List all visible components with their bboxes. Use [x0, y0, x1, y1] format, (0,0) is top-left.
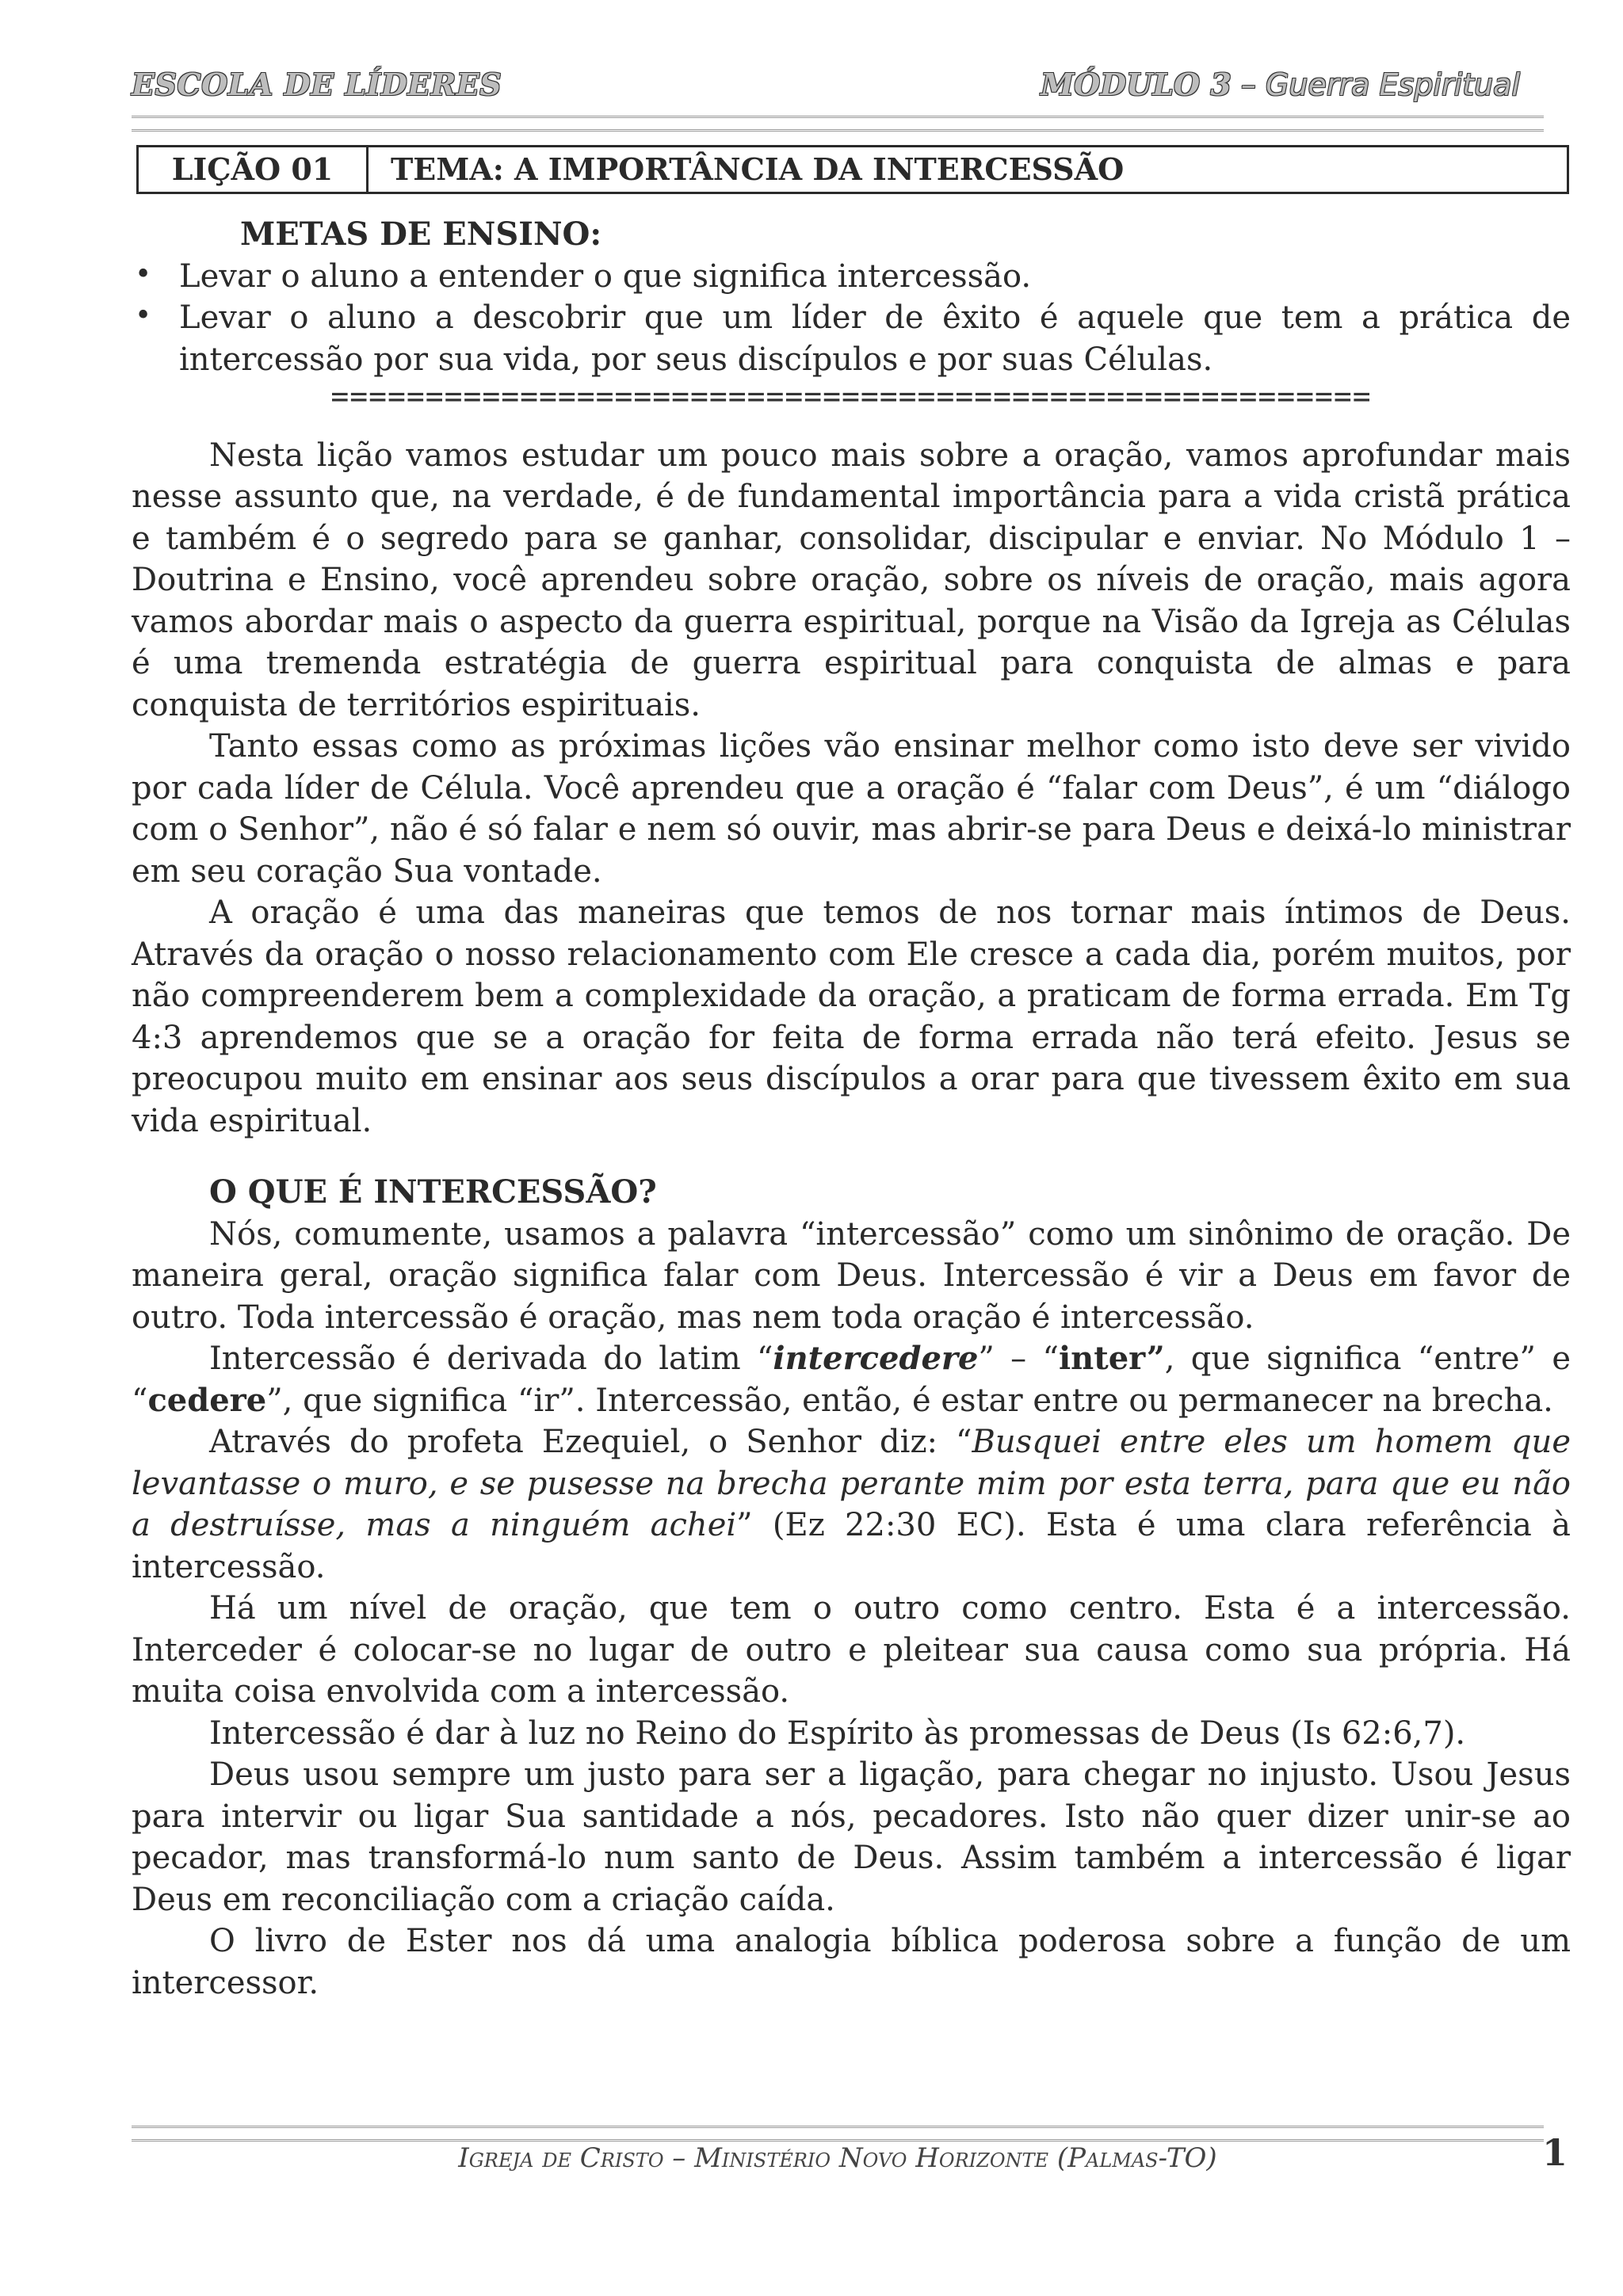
footer-church-name: Igreja de Cristo – Ministério Novo Horizonte (Palmas-TO)	[458, 2142, 1217, 2174]
goals-list	[132, 256, 1571, 381]
text-run: ”, que significa “ir”. Intercessão, então, é estar entre ou permanecer na brecha.	[266, 1382, 1553, 1419]
page-header	[132, 67, 1544, 114]
goal-item: • Levar o aluno a descobrir que um líder de êxito é aquele que tem a prática de intercessão por sua vida, por seus discípulos e por suas Células.	[179, 297, 1571, 380]
bible-quote: Busquei entre eles um homem que levantasse o muro, e se pusesse na brecha perante mim por esta terra, para que eu não a destruísse, mas a ninguém achei	[132, 1424, 1571, 1543]
text-run: Intercessão é derivada do latim “	[209, 1341, 773, 1377]
goal-item: • Levar o aluno a entender o que significa intercessão.	[179, 256, 1571, 298]
intro-paragraph: Nesta lição vamos estudar um pouco mais sobre a oração, vamos aprofundar mais nesse assunto que, na verdade, é de fundamental importância para a vida cristã prática e também é o segredo para se ganhar, consolidar, discipular e enviar. No Módulo 1 – Doutrina e Ensino, você aprendeu sobre oração, sobre os níveis de oração, mais agora vamos abordar mais o aspecto da guerra espiritual, porque na Visão da Igreja as Células é uma tremenda estratégia de guerra espiritual para conquista de almas e para conquista de territórios espirituais.	[132, 437, 1571, 723]
text-run: , que significa “entre” e “	[132, 1341, 1571, 1419]
header-divider	[132, 116, 1544, 132]
section-paragraph-quote	[132, 1421, 1571, 1588]
section-paragraph: Intercessão é dar à luz no Reino do Espírito às promessas de Deus (Is 62:6,7).	[209, 1714, 1466, 1752]
text-run: ” (Ez 22:30 EC). Esta é uma clara referência à intercessão.	[132, 1507, 1571, 1585]
latin-term: intercedere	[773, 1340, 979, 1377]
section-paragraph: Nós, comumente, usamos a palavra “intercessão” como um sinônimo de oração. De maneira geral, oração significa falar com Deus. Intercessão é vir a Deus em favor de outro. Toda intercessão é oração, mas nem toda oração é intercessão.	[132, 1215, 1571, 1336]
lesson-theme: TEMA: A IMPORTÂNCIA DA INTERCESSÃO	[391, 151, 1125, 187]
section-paragraph: O livro de Ester nos dá uma analogia bíblica poderosa sobre a função de um intercessor.	[132, 1923, 1571, 2001]
header-dash: –	[1231, 67, 1266, 102]
section-title: O QUE É INTERCESSÃO?	[209, 1173, 657, 1211]
goals-separator: =======================================================	[330, 379, 1372, 414]
header-school-title: ESCOLA DE LÍDERES	[132, 67, 502, 102]
section-paragraph: Deus usou sempre um justo para ser a ligação, para chegar no injusto. Usou Jesus para intervir ou ligar Sua santidade a nós, pecadores. Isto não quer dizer unir-se ao pecador, mas transformá-lo num santo de Deus. Assim também a intercessão é ligar Deus em reconciliação com a criação caída.	[132, 1756, 1571, 1918]
header-module-subject: Guerra Espiritual	[1265, 67, 1520, 102]
lesson-box	[136, 145, 1569, 194]
header-module-number: MÓDULO 3	[1041, 67, 1232, 102]
intro-paragraph: Tanto essas como as próximas lições vão ensinar melhor como isto deve ser vivido por cada líder de Célula. Você aprendeu que a oração é “falar com Deus”, é um “diálogo com o Senhor”, não é só falar e nem só ouvir, mas abrir-se para Deus e deixá-lo ministrar em seu coração Sua vontade.	[132, 728, 1571, 890]
latin-term: inter”	[1058, 1340, 1165, 1377]
header-module	[1041, 67, 1520, 102]
section-paragraph: Há um nível de oração, que tem o outro como centro. Esta é a intercessão. Interceder é colocar-se no lugar de outro e pleitear sua causa como sua própria. Há muita coisa envolvida com a intercessão.	[132, 1590, 1571, 1710]
text-run: ” – “	[978, 1341, 1059, 1377]
main-content	[132, 214, 1571, 2004]
latin-term: cedere	[147, 1381, 267, 1419]
footer-divider	[132, 2126, 1544, 2142]
goals-title: METAS DE ENSINO:	[240, 215, 602, 253]
section-paragraph-etymology	[132, 1338, 1571, 1421]
text-run: Através do profeta Ezequiel, o Senhor diz: “	[209, 1424, 972, 1460]
lesson-number: LIÇÃO 01	[139, 147, 369, 192]
page-number: 1	[1541, 2131, 1568, 2174]
intro-paragraph: A oração é uma das maneiras que temos de nos tornar mais íntimos de Deus. Através da oração o nosso relacionamento com Ele cresce a cada dia, porém muitos, por não compreenderem bem a complexidade da oração, a praticam de forma errada. Em Tg 4:3 aprendemos que se a oração for feita de forma errada não terá efeito. Jesus se preocupou muito em ensinar aos seus discípulos a orar para que tivessem êxito em sua vida espiritual.	[132, 894, 1571, 1139]
